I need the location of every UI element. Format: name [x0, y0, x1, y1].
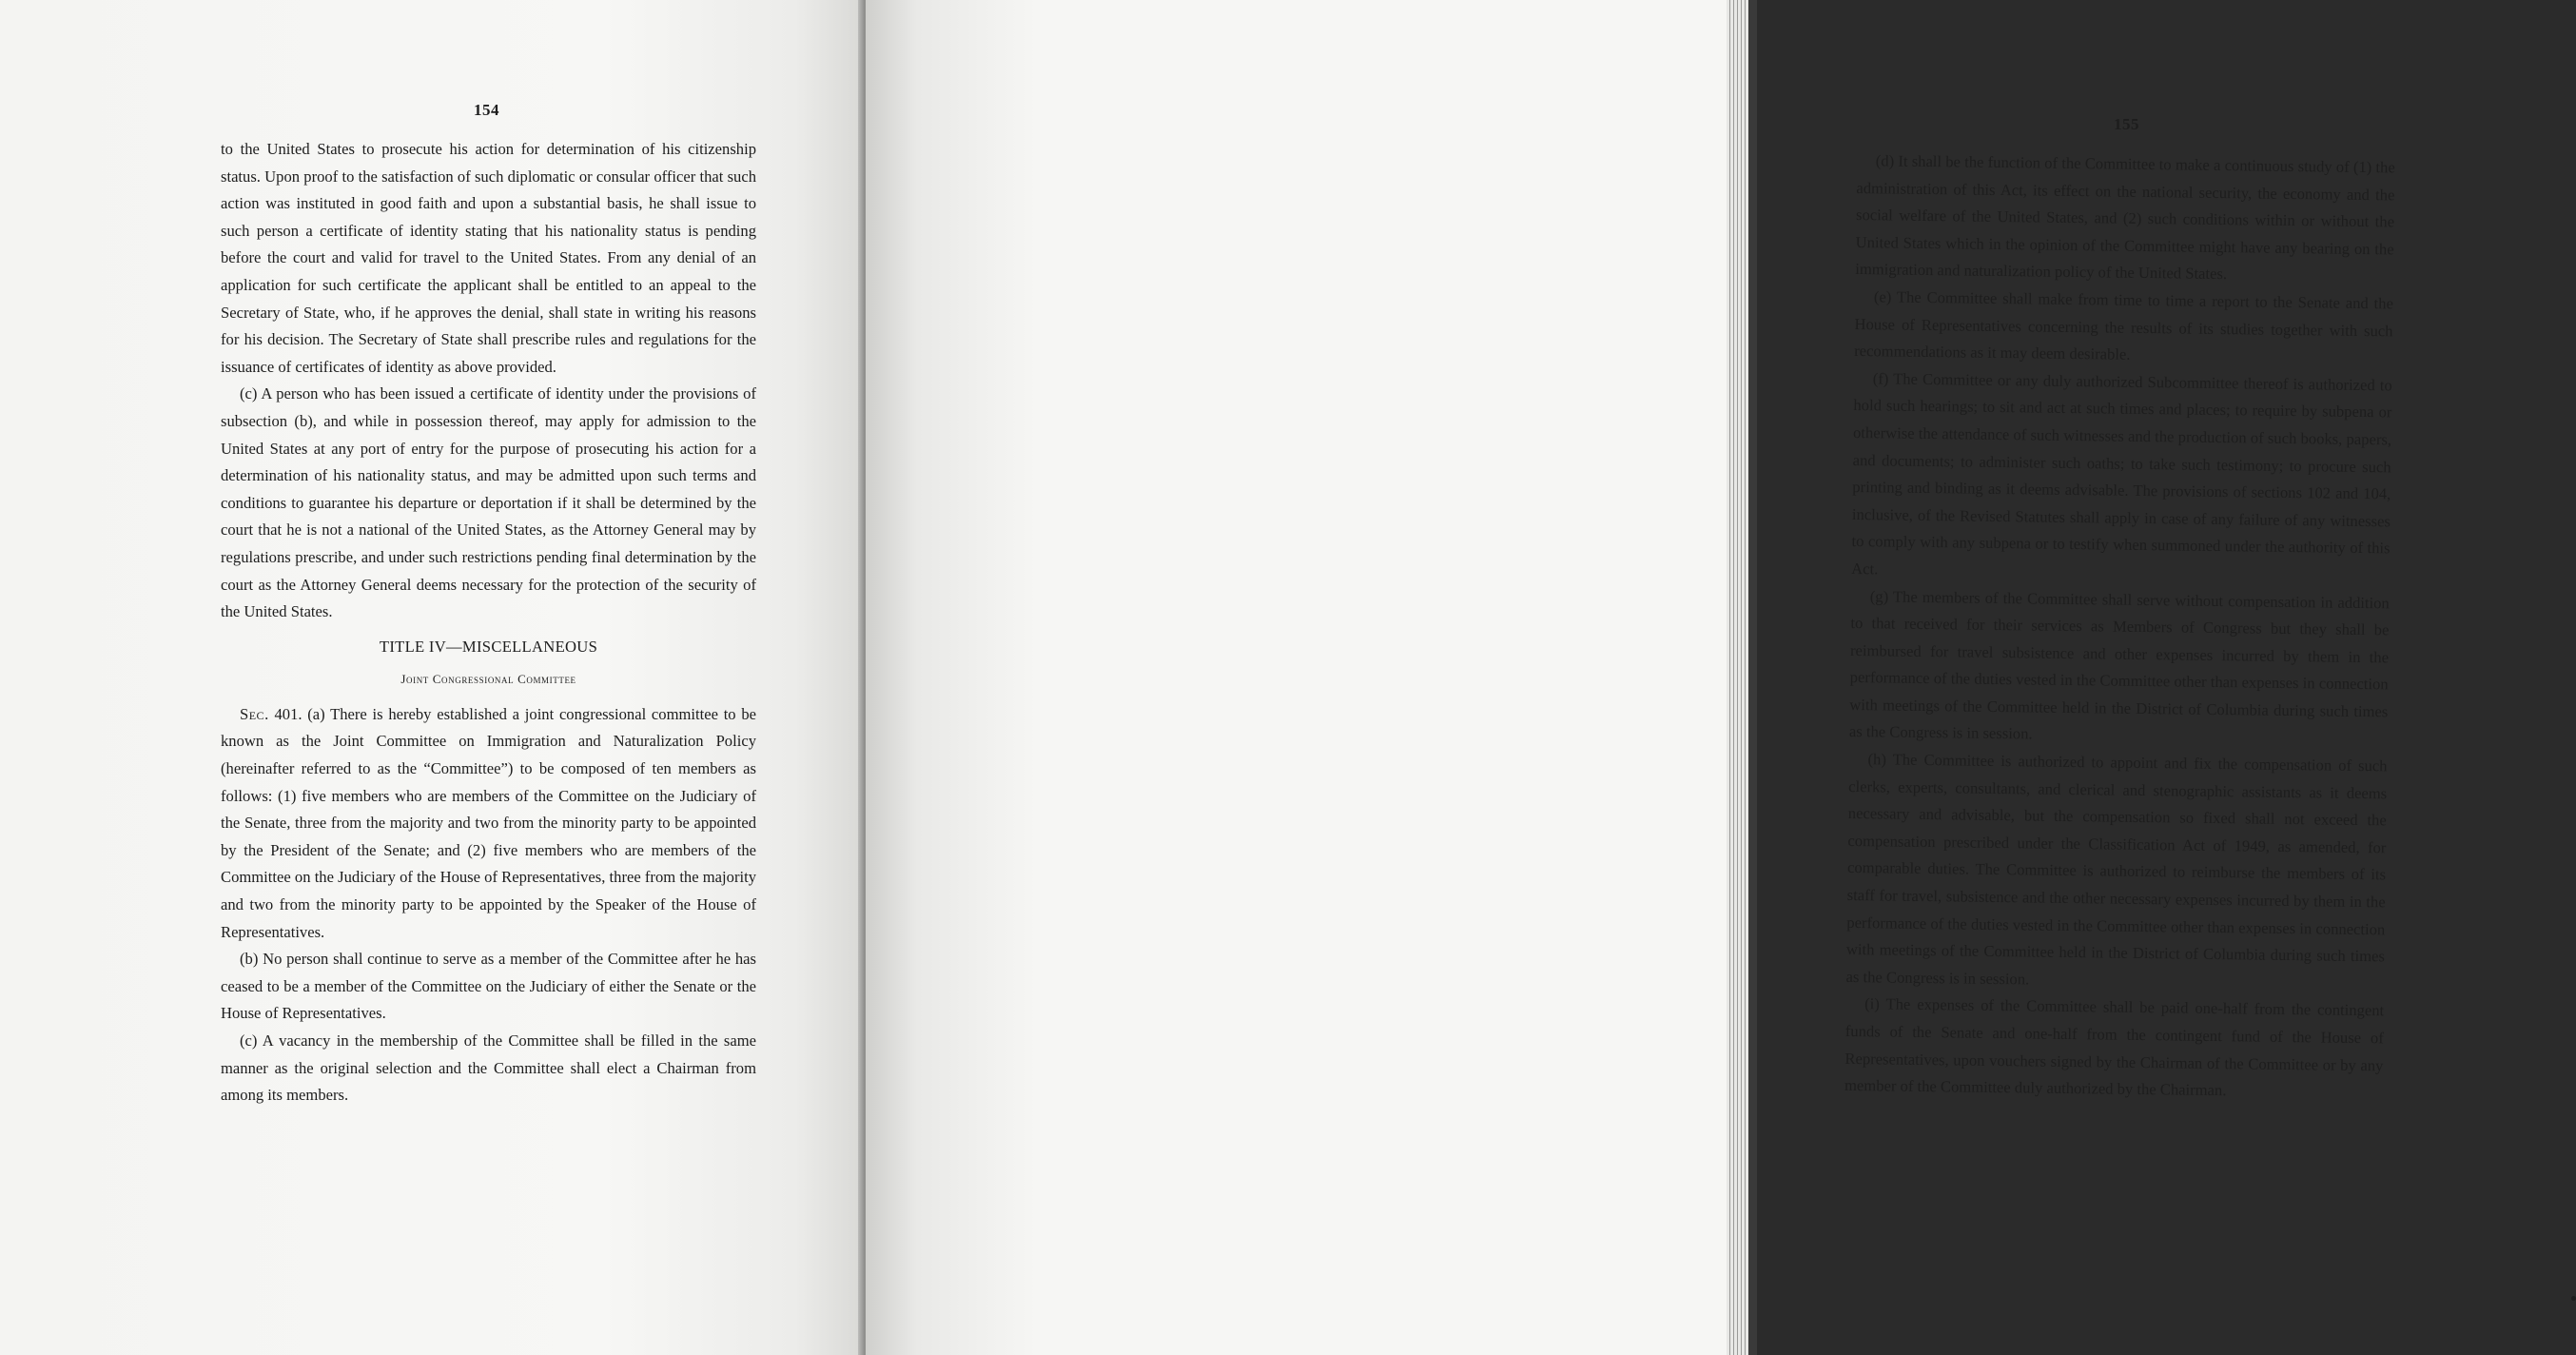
- paragraph-d: (d) It shall be the function of the Committee to make a continuous study of (1) the administration of this Act, its effect on the national security, the economy and the social welfare of the United States, and (2) such conditions within or without the United States which in the opinion of the Committee might have any bearing on the immigration and naturalization policy of the United States.: [1855, 151, 2395, 284]
- ink-dot-icon: [2571, 1296, 2576, 1301]
- paragraph-h: (h) The Committee is authorized to appoint and fix the compensation of such clerks, experts, consultants, and clerical and stenographic assistants as it deems necessary and advisable, but the compensation so fixed shall not exceed the compensation prescribed under the Classification Act of 1949, as amended, for comparable duties. The Committee is authorized to reimburse the members of its staff for travel, subsistence and the other necessary expenses incurred by them in the performance of the duties vested in the Committee other than expenses in connection with meetings of the Committee held in the District of Columbia during such times as the Congress is in session.: [1845, 750, 2388, 989]
- paragraph-401-c: (c) A vacancy in the membership of the Committee shall be filled in the same manner as the original selection and the Committee shall elect a Chairman from among its members.: [221, 1031, 756, 1105]
- section-401-text: 401. (a) There is hereby established a joint congressional committee to be known as the Joint Committee on Immigration and Naturalization Policy (hereinafter referred to as the “Committee”) to be composed of ten members as follows: (1) five members who are members of the Committee on the Judiciary of the Senate, three from the majority and two from the minority party to be appointed by the President of the Senate; and (2) five members who are members of the Committee on the Judiciary of the House of Representatives, three from the majority and two from the minority party to be appointed by the Speaker of the House of Representatives.: [221, 704, 757, 941]
- left-page-text: [221, 136, 756, 1110]
- right-page-number: 155: [2114, 115, 2139, 133]
- right-page-text: [1844, 147, 2395, 1107]
- section-label: Sec.: [240, 704, 269, 723]
- paragraph-g: (g) The members of the Committee shall serve without compensation in addition to that received for their services as Members of Congress but they shall be reimbursed for travel subsistence and other expenses incurred by them in the performance of the duties vested in the Committee other than expenses in connection with meetings of the Committee held in the District of Columbia during such times as the Congress is in session.: [1848, 586, 2390, 743]
- left-page-number: 154: [474, 101, 499, 119]
- left-page: [0, 0, 864, 1355]
- paragraph-f: (f) The Committee or any duly authorized Subcommittee thereof is authorized to hold such hearings; to sit and act at such times and places; to require by subpena or otherwise the attendance of such witnesses and the production of such books, papers, and documents; to administer such oaths; to take such testimony; to procure such printing and binding as it deems advisable. The provisions of sections 102 and 104, inclusive, of the Revised Statutes shall apply in case of any failure of any witnesses to comply with any subpena or to testify when summoned under the authority of this Act.: [1851, 368, 2392, 579]
- paragraph-e: (e) The Committee shall make from time to time a report to the Senate and the House of Representatives concerning the results of its studies together with such recommendations as it may deem desirable.: [1854, 287, 2394, 363]
- title-heading: TITLE IV—MISCELLANEOUS: [379, 637, 598, 656]
- paragraph-c: (c) A person who has been issued a certificate of identity under the provisions of subsection (b), and while in possession thereof, may apply for admission to the United States at any port of entry for the purpose of prosecuting his action for a determination of his nationality status, and may be admitted upon such terms and conditions to guarantee his departure or deportation if it shall be determined by the court that he is not a national of the United States, as the Attorney General may by regulations prescribe, and under such restrictions pending final determination by the court as the Attorney General deems necessary for the protection of the security of the United States.: [221, 384, 756, 621]
- paragraph-401-b: (b) No person shall continue to serve as a member of the Committee after he has ceased to be a member of the Committee on the Judiciary of either the Senate or the House of Representatives.: [221, 950, 756, 1023]
- edge-shadow: [1748, 0, 1757, 1355]
- section-subheading: Joint Congressional Committee: [400, 672, 576, 687]
- right-page: [866, 0, 2395, 1355]
- section-401-paragraph: [221, 701, 756, 946]
- paragraph-i: (i) The expenses of the Committee shall be paid one-half from the contingent funds of the Senate and one-half from the contingent fund of the House of Representatives, upon vouchers signed by the Chairman of the Committee or by any member of the Committee duly authorized by the Chairman.: [1844, 994, 2385, 1100]
- paragraph-b-continued: to the United States to prosecute his action for determination of his citizenship status. Upon proof to the satisfaction of such diplomatic or consular officer that such action was instituted in good faith and upon a substantial basis, he shall issue to such person a certificate of identity stating that his nationality status is pending before the court and valid for travel to the United States. From any denial of an application for such certificate the applicant shall be entitled to an appeal to the Secretary of State, who, if he approves the denial, shall state in writing his reasons for his decision. The Secretary of State shall prescribe rules and regulations for the issuance of certificates of identity as above provided.: [221, 140, 756, 376]
